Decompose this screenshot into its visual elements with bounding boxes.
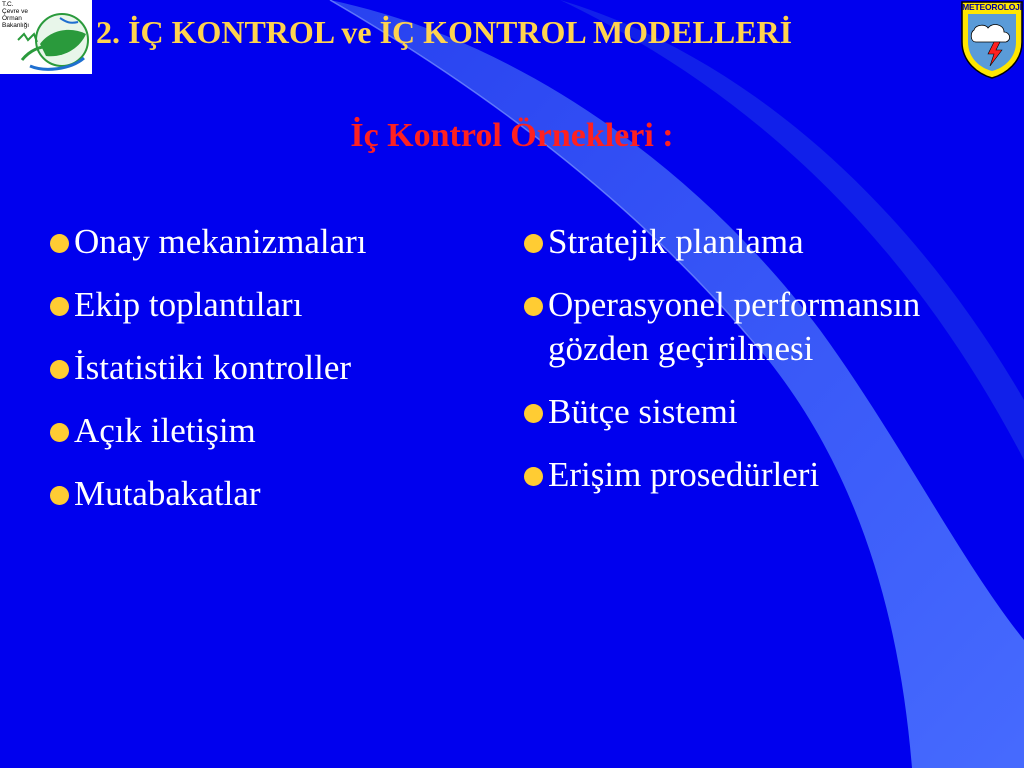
list-item-text: Stratejik planlama (548, 222, 804, 261)
ministry-logo-line3: Bakanlığı (2, 22, 30, 29)
left-bullet-list (48, 220, 468, 535)
list-item-text: Mutabakatlar (74, 474, 261, 513)
bullet-icon (50, 234, 69, 253)
list-item (48, 220, 468, 264)
bullet-icon (524, 404, 543, 423)
meteoroloji-logo (960, 0, 1024, 80)
bullet-icon (50, 297, 69, 316)
bullet-icon (524, 297, 543, 316)
meteoroloji-logo-text: METEOROLOJİ (962, 2, 1022, 12)
ministry-logo (0, 0, 92, 74)
bullet-icon (50, 423, 69, 442)
right-bullet-list (522, 220, 992, 516)
meteoroloji-shield-icon (960, 0, 1024, 80)
list-item-text: İstatistiki kontroller (74, 348, 352, 387)
list-item-text: Bütçe sistemi (548, 392, 738, 431)
list-item (522, 220, 992, 264)
list-item-text: Erişim prosedürleri (548, 455, 820, 494)
bullet-icon (524, 467, 543, 486)
list-item-text: Açık iletişim (74, 411, 256, 450)
ministry-logo-line2: Çevre ve Orman (2, 8, 29, 22)
list-item-text: Operasyonel performansın gözden geçirilmesi (548, 285, 921, 368)
slide-title: 2. İÇ KONTROL ve İÇ KONTROL MODELLERİ (96, 14, 793, 50)
list-item (48, 346, 468, 390)
bullet-icon (50, 486, 69, 505)
list-item (48, 409, 468, 453)
ministry-logo-text (2, 1, 46, 29)
list-item-text: Ekip toplantıları (74, 285, 303, 324)
list-item (48, 472, 468, 516)
list-item (522, 453, 992, 497)
list-item (48, 283, 468, 327)
list-item (522, 283, 992, 371)
list-item-text: Onay mekanizmaları (74, 222, 367, 261)
list-item (522, 390, 992, 434)
ministry-logo-line1: T.C. (2, 1, 14, 8)
bullet-icon (50, 360, 69, 379)
bullet-icon (524, 234, 543, 253)
slide-subtitle: İç Kontrol Örnekleri : (350, 117, 674, 154)
